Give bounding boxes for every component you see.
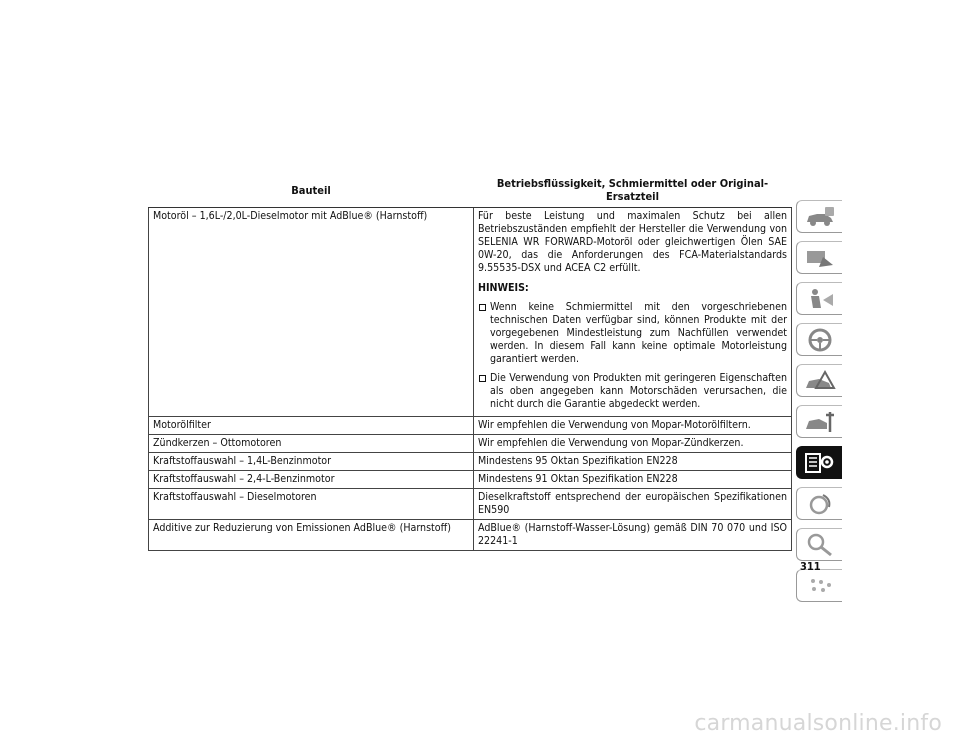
table-cell-value: Mindestens 95 Oktan Spezifikation EN228 (474, 453, 792, 471)
tab-emergency[interactable] (796, 364, 842, 397)
table-cell-value: AdBlue® (Harnstoff-Wasser-Lösung) gemäß DIN 70 070 und ISO 22241-1 (474, 520, 792, 551)
note-bullet (478, 301, 787, 366)
table-cell-part: Kraftstoffauswahl – 2,4-L-Benzinmotor (149, 471, 474, 489)
safety-icon (803, 286, 837, 312)
car-info-icon (803, 204, 837, 230)
service-icon (803, 409, 837, 435)
tab-multimedia[interactable] (796, 487, 842, 520)
table-cell-part: Motorölfilter (149, 417, 474, 435)
table-row (149, 435, 792, 453)
tab-car-info[interactable] (796, 200, 842, 233)
column-header-part: Bauteil (149, 174, 474, 208)
tab-safety[interactable] (796, 282, 842, 315)
table-cell-value: Wir empfehlen die Verwendung von Mopar-Motorölfiltern. (474, 417, 792, 435)
table-cell-part: Additive zur Reduzierung von Emissionen AdBlue® (Harnstoff) (149, 520, 474, 551)
table-cell-part: Kraftstoffauswahl – Dieselmotoren (149, 489, 474, 520)
watermark: carmanualsonline.info (694, 711, 942, 736)
table-row (149, 208, 792, 417)
table-row (149, 417, 792, 435)
tab-index[interactable] (796, 528, 842, 561)
table-cell-part: Kraftstoffauswahl – 1,4L-Benzinmotor (149, 453, 474, 471)
tab-service[interactable] (796, 405, 842, 438)
table-cell-part: Motoröl – 1,6L-/2,0L-Dieselmotor mit AdBlue® (Harnstoff) (149, 208, 474, 417)
multimedia-icon (803, 491, 837, 517)
note-bullet-text: Die Verwendung von Produkten mit geringeren Eigenschaften als oben angegeben kann Motorschäden verursachen, die nicht durch die Garantie abgedeckt werden. (490, 372, 787, 410)
table-row (149, 489, 792, 520)
tab-warning-lights[interactable] (796, 241, 842, 274)
page-number: 311 (800, 560, 821, 573)
table-row (149, 520, 792, 551)
table-cell-value: Wir empfehlen die Verwendung von Mopar-Zündkerzen. (474, 435, 792, 453)
emergency-icon (803, 368, 837, 394)
column-header-fluid: Betriebsflüssigkeit, Schmiermittel oder Original-Ersatzteil (474, 174, 792, 208)
table-cell-part: Zündkerzen – Ottomotoren (149, 435, 474, 453)
technical-specs-icon (803, 450, 837, 476)
warning-lights-icon (803, 245, 837, 271)
oil-recommendation-text: Für beste Leistung und maximalen Schutz bei allen Betriebszuständen empfiehlt der Hersteller die Verwendung von SELENIA WR FORWARD-Motoröl oder gleichwertigen Ölen SAE 0W-20, das die Anforderungen des FCA-Materialstandards 9.55535-DSX und ACEA C2 erfüllt. (478, 210, 787, 274)
tab-driving[interactable] (796, 323, 842, 356)
table-cell-value: Mindestens 91 Oktan Spezifikation EN228 (474, 471, 792, 489)
table-cell-value (474, 208, 792, 417)
checkbox-bullet-icon (479, 304, 486, 311)
search-index-icon (803, 532, 837, 558)
note-label: HINWEIS: (478, 282, 529, 294)
note-bullet (478, 372, 787, 411)
table-row (149, 471, 792, 489)
checkbox-bullet-icon (479, 375, 486, 382)
tab-technical-specs[interactable] (796, 446, 842, 479)
table-cell-value: Dieselkraftstoff entsprechend der europäischen Spezifikationen EN590 (474, 489, 792, 520)
specs-table (148, 174, 792, 551)
languages-icon (803, 573, 837, 599)
steering-wheel-icon (803, 327, 837, 353)
chapter-tabs (796, 200, 842, 610)
table-header-row (149, 174, 792, 208)
tab-languages[interactable] (796, 569, 842, 602)
note-bullet-text: Wenn keine Schmiermittel mit den vorgeschriebenen technischen Daten verfügbar sind, können Produkte mit der vorgegebenen Mindestleistung zum Nachfüllen verwendet werden. In diesem Fall kann keine optimale Motorleistung garantiert werden. (490, 301, 787, 365)
table-row (149, 453, 792, 471)
